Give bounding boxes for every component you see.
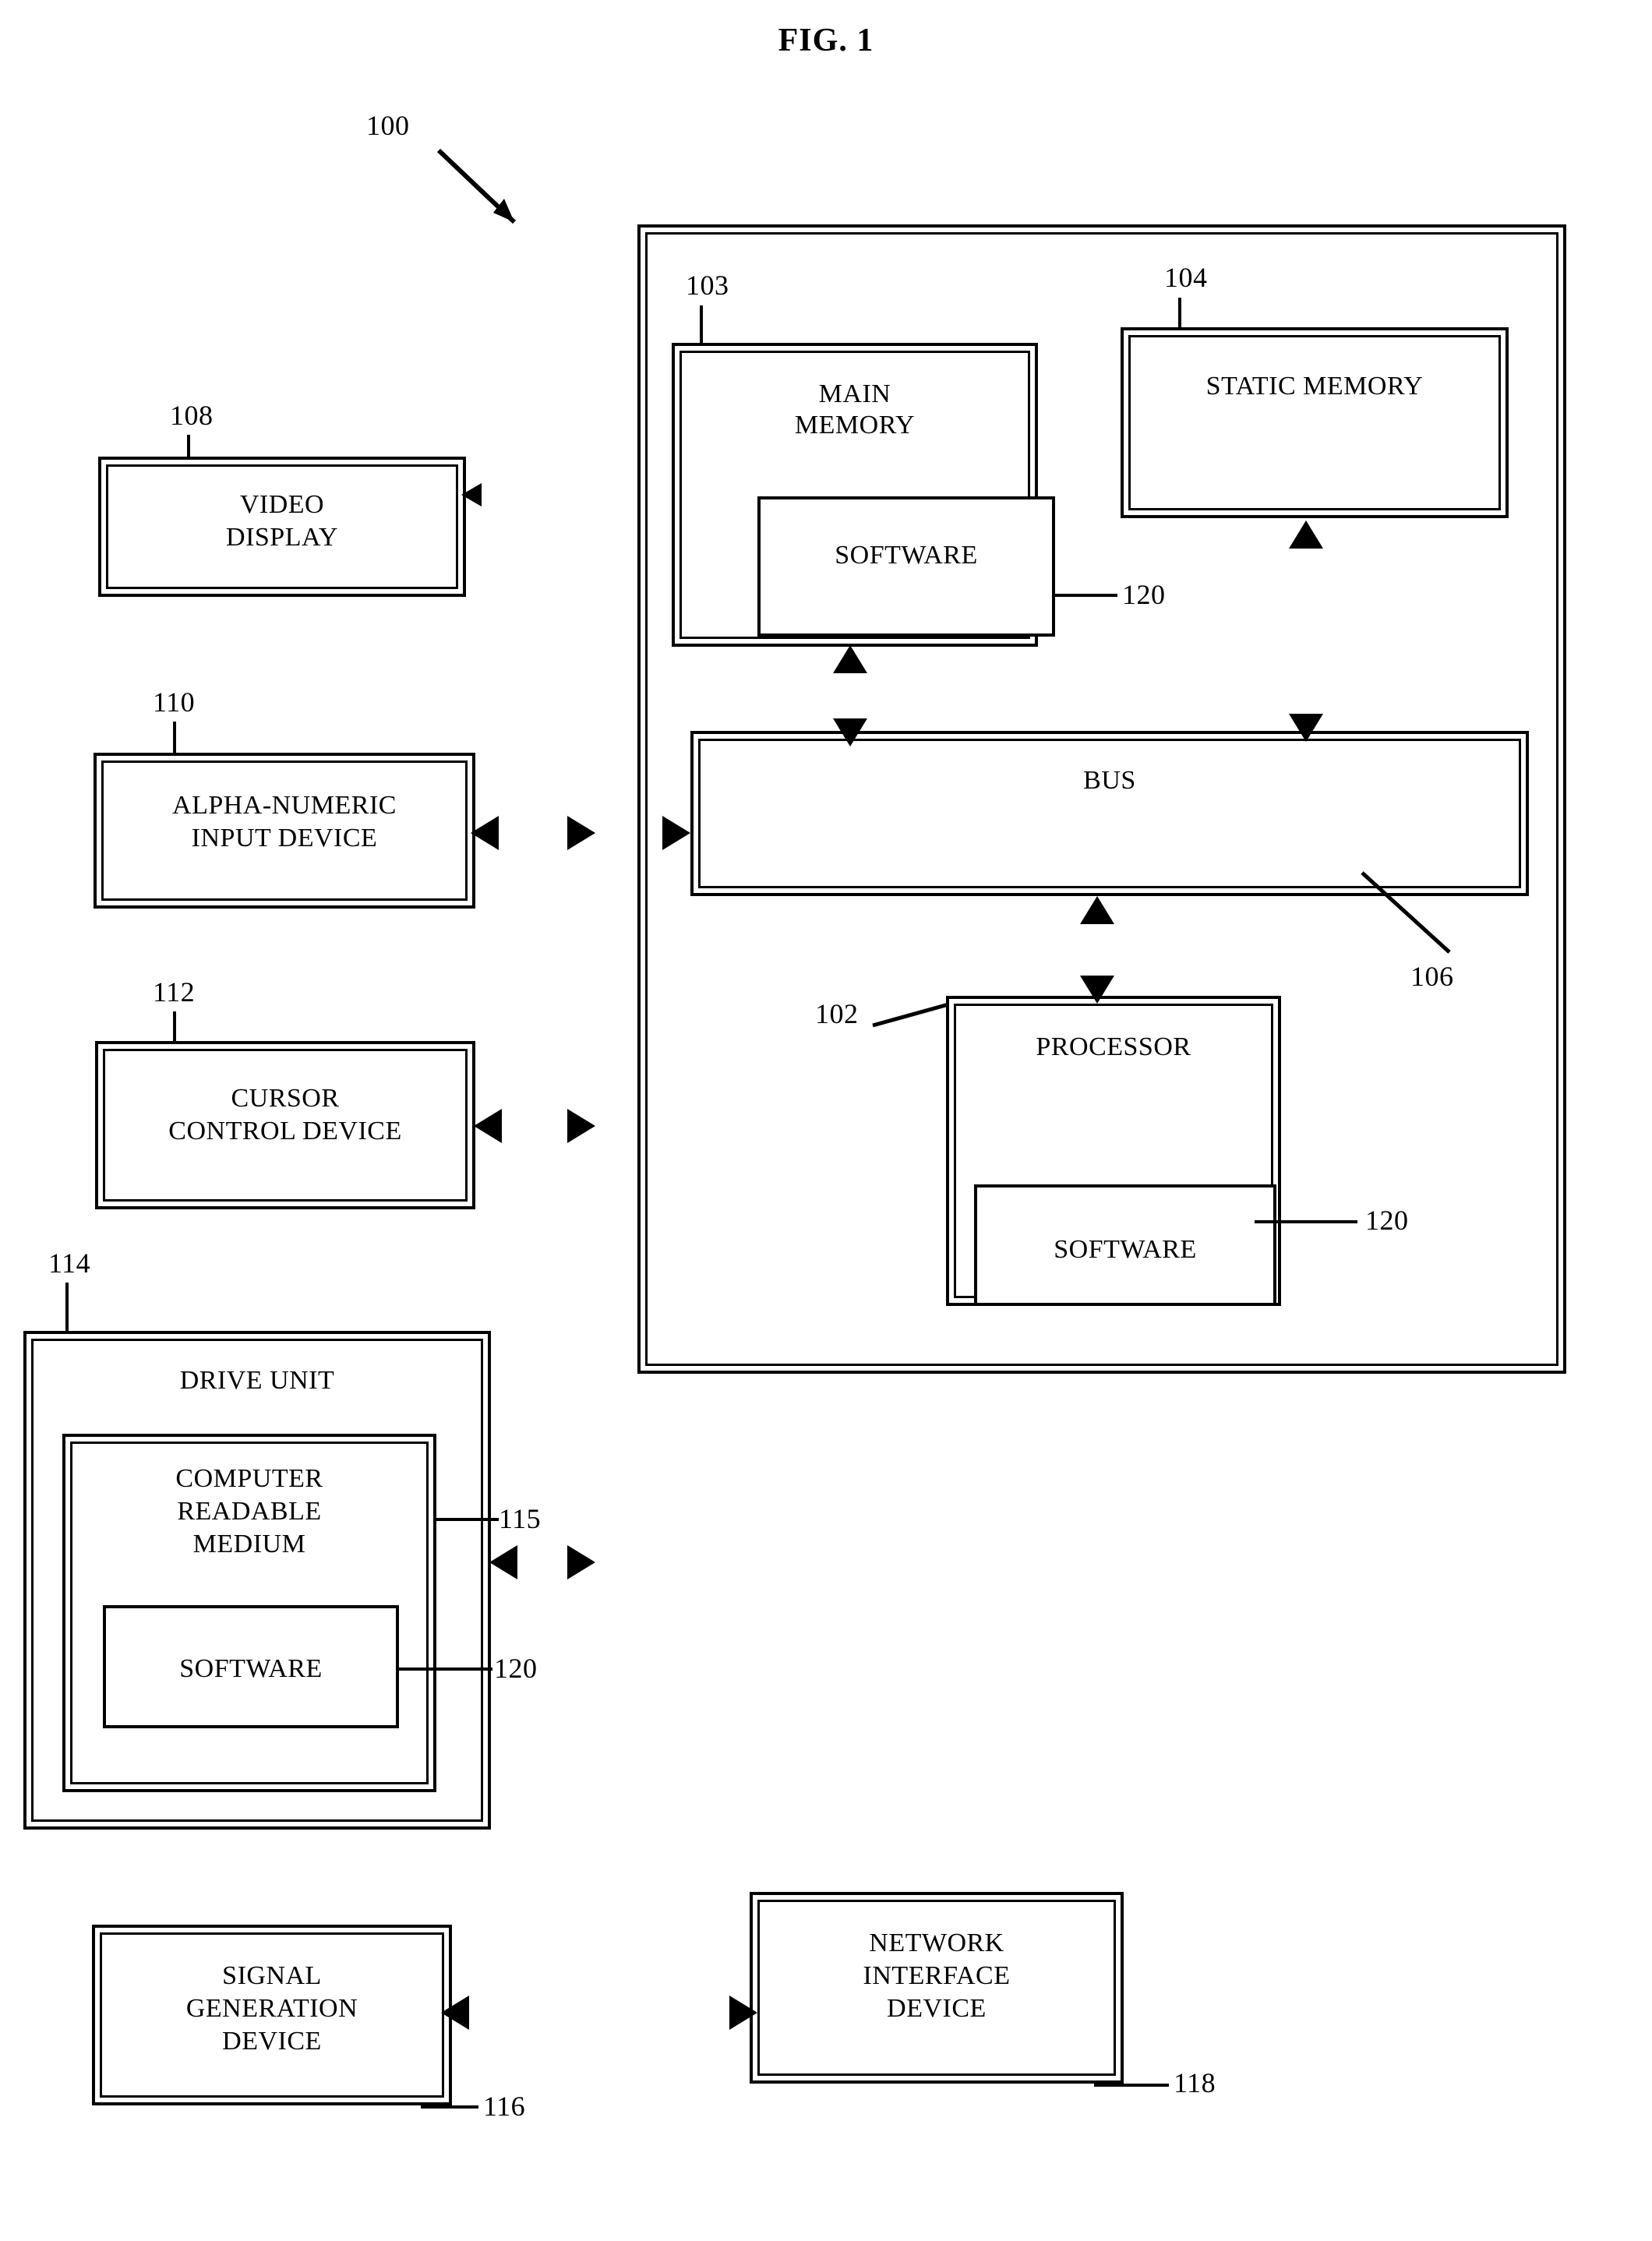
reference-numeral-120-processor: 120 [1365, 1205, 1409, 1236]
arrowhead-cursor-control-right [567, 1109, 595, 1143]
block-label-software-processor: SOFTWARE [1054, 1235, 1197, 1264]
block-label-cursor-control: CURSOR [231, 1084, 340, 1113]
arrowhead-bus-down-main [833, 718, 867, 746]
reference-numeral-120-main: 120 [1122, 579, 1166, 610]
block-software-processor [974, 1184, 1276, 1306]
reference-numeral-114: 114 [48, 1248, 91, 1279]
reference-numeral-106: 106 [1410, 961, 1454, 992]
block-label-alpha-input-line2: INPUT DEVICE [191, 824, 378, 852]
block-label-cursor-control-line2: CONTROL DEVICE [168, 1117, 402, 1145]
arrowhead-cursor-control-left [474, 1109, 502, 1143]
system-pointer-arrow [432, 144, 573, 245]
leader-106 [1356, 866, 1481, 968]
block-label-crm-line3: MEDIUM [192, 1530, 306, 1558]
arrowhead-video-display-left [461, 483, 482, 506]
reference-numeral-115: 115 [499, 1503, 542, 1534]
arrowhead-main-memory-up [833, 645, 867, 673]
leader-115 [433, 1518, 499, 1521]
leader-120-main [1055, 594, 1117, 597]
connector-bus-processor [0, 240, 6, 307]
connector-cursor-control-trunk [0, 1841, 75, 1848]
connector-alpha-input-trunk [0, 1829, 75, 1835]
block-label-network-iface-line2: INTERFACE [863, 1961, 1011, 1990]
block-label-software-main: SOFTWARE [835, 541, 978, 570]
reference-numeral-118: 118 [1174, 2067, 1216, 2098]
reference-numeral-112: 112 [153, 976, 196, 1008]
arrowhead-bus-up-processor [1080, 896, 1114, 924]
arrowhead-signal-gen-left [441, 1996, 469, 2030]
connector-drive-unit-trunk [0, 1848, 56, 1854]
block-label-static-memory: STATIC MEMORY [1205, 372, 1424, 401]
reference-numeral-110: 110 [153, 686, 196, 718]
arrowhead-trunk-bus-right [662, 816, 690, 850]
connector-bottom-bus [0, 1854, 290, 1860]
leader-120-crm [397, 1668, 492, 1671]
block-label-signal-gen-line1: SIGNAL [222, 1961, 322, 1990]
block-label-software-crm: SOFTWARE [179, 1654, 323, 1683]
block-alphanumeric-input-device[interactable] [94, 753, 475, 909]
arrowhead-alpha-input-left [471, 816, 499, 850]
block-signal-generation-device[interactable] [92, 1925, 452, 2105]
block-label-main-memory: MAIN [818, 379, 891, 408]
leader-118 [1094, 2084, 1169, 2087]
block-label-video-display-line2: DISPLAY [226, 523, 338, 552]
block-software-main-memory [757, 496, 1055, 637]
peripheral-trunk-line [0, 307, 5, 1823]
reference-numeral-120-crm: 120 [494, 1653, 538, 1684]
arrowhead-alpha-input-right [567, 816, 595, 850]
block-video-display[interactable] [98, 457, 466, 597]
leader-116 [421, 2105, 478, 2109]
block-label-crm-line1: COMPUTER [175, 1464, 323, 1493]
block-label-network-iface-line3: DEVICE [887, 1994, 987, 2023]
block-label-video-display: VIDEO [239, 490, 325, 519]
block-label-signal-gen-line2: GENERATION [185, 1994, 358, 2023]
leader-114 [65, 1283, 69, 1331]
arrowhead-drive-unit-left [489, 1545, 517, 1579]
block-label-bus: BUS [1083, 766, 1136, 795]
reference-numeral-102: 102 [815, 998, 859, 1029]
figure-title: FIG. 1 [778, 23, 874, 58]
reference-numeral-103: 103 [686, 270, 729, 301]
block-label-processor: PROCESSOR [1036, 1032, 1191, 1061]
block-network-interface-device[interactable] [750, 1892, 1124, 2084]
arrowhead-bus-down-static [1289, 714, 1323, 742]
reference-numeral-104: 104 [1164, 262, 1208, 293]
block-label-signal-gen-line3: DEVICE [222, 2027, 322, 2056]
arrowhead-static-memory-up [1289, 521, 1323, 549]
block-label-alpha-input: ALPHA-NUMERIC [172, 791, 397, 820]
block-cursor-control-device[interactable] [95, 1041, 475, 1209]
arrowhead-processor-down [1080, 976, 1114, 1004]
reference-numeral-100: 100 [366, 110, 410, 141]
block-static-memory[interactable] [1121, 327, 1509, 518]
reference-numeral-108: 108 [170, 400, 214, 431]
connector-trunk-bus [0, 1835, 86, 1841]
reference-numeral-116: 116 [483, 2091, 526, 2122]
arrowhead-drive-unit-right [567, 1545, 595, 1579]
leader-120-processor [1255, 1220, 1357, 1223]
connector-static-memory-bus [0, 61, 6, 240]
block-label-crm-line2: READABLE [177, 1497, 322, 1526]
block-software-crm [103, 1605, 399, 1728]
block-label-network-iface-line1: NETWORK [869, 1929, 1004, 1957]
block-label-drive-unit: DRIVE UNIT [179, 1366, 335, 1395]
arrowhead-network-iface-right [729, 1996, 757, 2030]
block-label-main-memory-line2: MEMORY [794, 411, 916, 439]
